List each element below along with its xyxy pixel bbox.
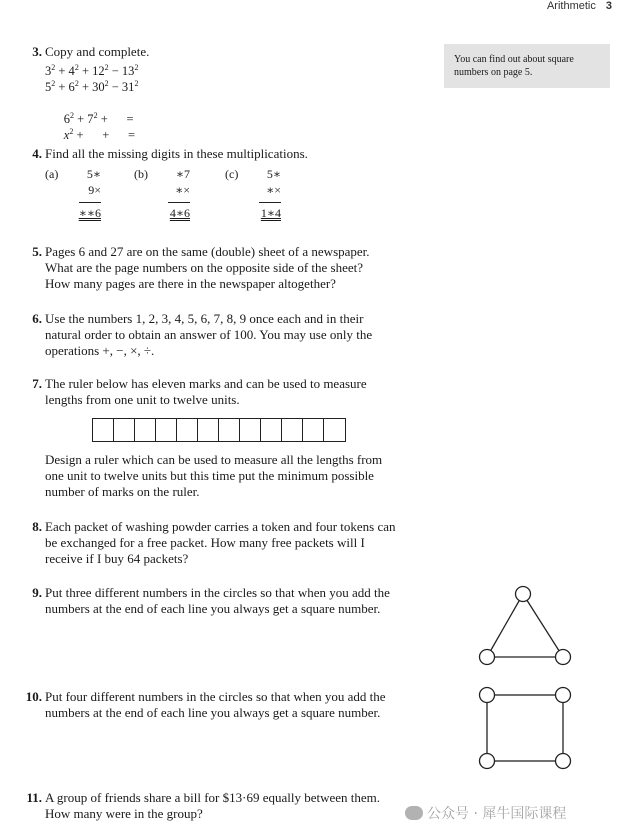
divider xyxy=(168,202,190,203)
ruler-unit xyxy=(156,419,177,441)
question-number: 11. xyxy=(26,790,42,805)
ruler-unit xyxy=(303,419,324,441)
number-circle xyxy=(480,650,495,665)
question-number: 4. xyxy=(32,146,42,161)
equation-4: $x^2$ + + = xyxy=(63,127,136,143)
ruler-unit xyxy=(114,419,135,441)
number-circle xyxy=(516,587,531,602)
square-diagram xyxy=(470,680,580,772)
number-circle xyxy=(480,688,495,703)
page-header xyxy=(547,0,612,12)
question-number: 6. xyxy=(32,311,42,326)
ruler-unit xyxy=(282,419,303,441)
number-circle xyxy=(556,754,571,769)
ruler-diagram xyxy=(92,418,346,442)
ruler-unit xyxy=(324,419,345,441)
ruler-unit xyxy=(261,419,282,441)
question-number: 7. xyxy=(32,376,42,391)
wechat-icon xyxy=(405,806,423,820)
ruler-unit xyxy=(93,419,114,441)
square-outline xyxy=(487,695,563,761)
number-circle xyxy=(556,650,571,665)
question-number: 9. xyxy=(32,585,42,600)
equation-2: $5^2 + 6^2 + 30^2 - 31^2$ xyxy=(45,79,139,95)
equation-1: $3^2 + 4^2 + 12^2 - 13^2$ xyxy=(45,63,139,79)
question-number: 3. xyxy=(32,44,42,59)
question-number: 5. xyxy=(32,244,42,259)
equation-3: $6^2 + 7^2$ + = xyxy=(63,111,134,127)
page-number: 3 xyxy=(605,0,612,12)
section-title: Arithmetic xyxy=(546,0,596,12)
triangle-diagram xyxy=(470,580,580,672)
number-circle xyxy=(556,688,571,703)
divider xyxy=(79,202,101,203)
number-circle xyxy=(480,754,495,769)
ruler-unit xyxy=(240,419,261,441)
ruler-unit xyxy=(198,419,219,441)
triangle-edge xyxy=(487,594,523,657)
ruler-unit xyxy=(219,419,240,441)
side-note: You can find out about square numbers on page 5. xyxy=(444,44,610,88)
watermark: 公众号 · 犀牛国际课程 xyxy=(405,803,566,823)
question-text: Find all the missing digits in these multiplications. xyxy=(45,146,308,161)
divider xyxy=(259,202,281,203)
question-text: Copy and complete. xyxy=(45,44,150,59)
ruler-unit xyxy=(177,419,198,441)
question-number: 8. xyxy=(32,519,42,534)
question-number: 10. xyxy=(25,689,42,704)
ruler-unit xyxy=(135,419,156,441)
triangle-edge xyxy=(523,594,563,657)
